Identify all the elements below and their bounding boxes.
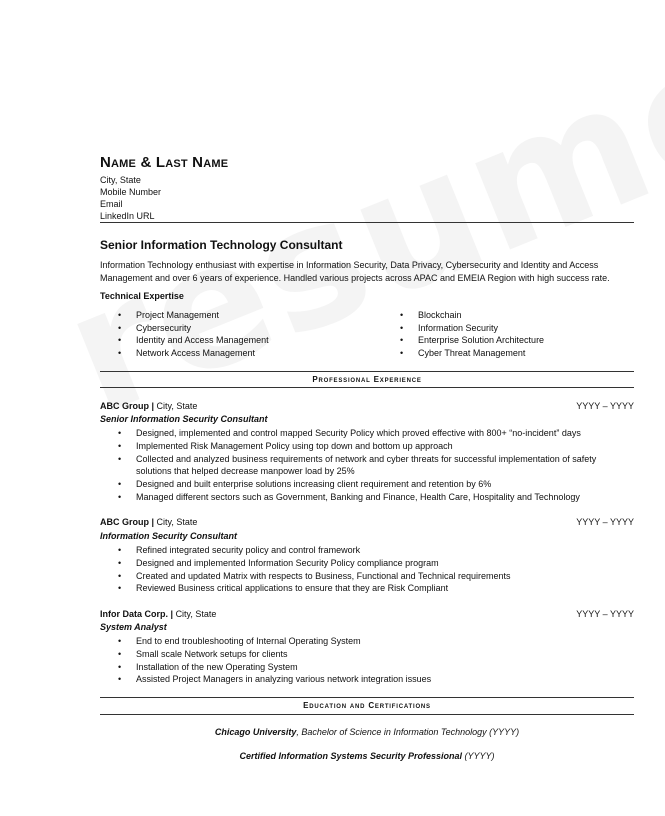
contact-block [100,174,161,222]
certification-entry [100,751,634,761]
education-detail: , Bachelor of Science in Information Technology (YYYY) [296,727,520,737]
job-role: Senior Information Security Consultant [100,414,268,424]
education-institution: Chicago University [214,727,297,737]
job-org: Infor Data Corp. [100,609,169,619]
job-bullet: • Assisted Project Managers in analyzing various network integration issues [136,673,634,686]
certification-name: Certified Information Systems Security Professional [239,751,463,761]
skill-item: • Network Access Management [136,347,269,360]
skills-left-list [136,309,269,360]
job-location: City, State [156,517,198,527]
job-bullet: • Designed and implemented Information Security Policy compliance program [136,557,634,570]
job-dates: YYYY – YYYY [576,609,634,619]
job-bullet: • Installation of the new Operating System [136,661,634,674]
summary: Information Technology enthusiast with expertise in Information Security, Data Privacy, Cybersecurity and Identity and Access Management and over 6 years of experience. Handled various projects across APAC and EMEIA Region with high success rate. [100,260,610,283]
job-location: City, State [175,609,217,619]
skill-item: • Project Management [136,309,269,322]
headline: Senior Information Technology Consultant [100,238,343,252]
skill-item: • Enterprise Solution Architecture [418,334,544,347]
job-bullet: • Reviewed Business critical applications to ensure that they are Risk Compliant [136,582,634,595]
job-role: Information Security Consultant [100,531,238,541]
skills-right-list [418,309,544,360]
job-bullets [136,635,634,686]
job-header: Infor Data Corp. | City, State YYYY – YYYY [100,609,634,619]
job-bullet: • Created and updated Matrix with respects to Business, Functional and Technical requirements [136,570,634,583]
job-bullet: • Collected and analyzed business requirements of network and cyber threats for successful implementation of safety solutions that helped decrease manpower load by 25% [136,453,634,479]
skill-item: • Blockchain [418,309,544,322]
skill-item: • Identity and Access Management [136,334,269,347]
job-dates: YYYY – YYYY [576,401,634,411]
experience-rule-top [100,371,634,372]
skill-item: • Information Security [418,322,544,335]
job-header: ABC Group | City, State YYYY – YYYY [100,517,634,527]
contact-mobile: Mobile Number [100,187,162,197]
job-org: ABC Group [100,401,149,411]
education-rule-top [100,697,634,698]
skill-item: • Cybersecurity [136,322,269,335]
certification-detail: (YYYY) [462,751,495,761]
job-bullet: • Designed and built enterprise solutions increasing client requirement and retention by 6% [136,478,634,491]
job-bullet: • End to end troubleshooting of Internal Operating System [136,635,634,648]
job-bullet: • Implemented Risk Management Policy using top down and bottom up approach [136,440,634,453]
education-entry [100,727,634,737]
job-bullets [136,427,634,504]
skill-item: • Cyber Threat Management [418,347,544,360]
experience-section-title: Professional Experience [312,375,422,384]
job-bullets [136,544,634,595]
contact-linkedin: LinkedIn URL [100,211,155,221]
contact-city: City, State [100,175,141,185]
job-role: System Analyst [100,622,167,632]
job-org: ABC Group [100,517,149,527]
job-bullet: • Designed, implemented and control mapped Security Policy which proved effective with 800+ “no-incident” days [136,427,634,440]
header-divider [100,222,634,223]
technical-expertise-title: Technical Expertise [100,291,184,301]
candidate-name: Name & Last Name [100,154,229,171]
education-rule-bottom [100,714,634,715]
job-dates: YYYY – YYYY [576,517,634,527]
job-bullet: • Managed different sectors such as Government, Banking and Finance, Health Care, Hospitality and Technology [136,491,634,504]
contact-email: Email [100,199,123,209]
job-bullet: • Small scale Network setups for clients [136,648,634,661]
education-section-title: Education and Certifications [303,701,431,710]
job-header: ABC Group | City, State YYYY – YYYY [100,401,634,411]
job-location: City, State [156,401,198,411]
job-bullet: • Refined integrated security policy and control framework [136,544,634,557]
experience-rule-bottom [100,387,634,388]
